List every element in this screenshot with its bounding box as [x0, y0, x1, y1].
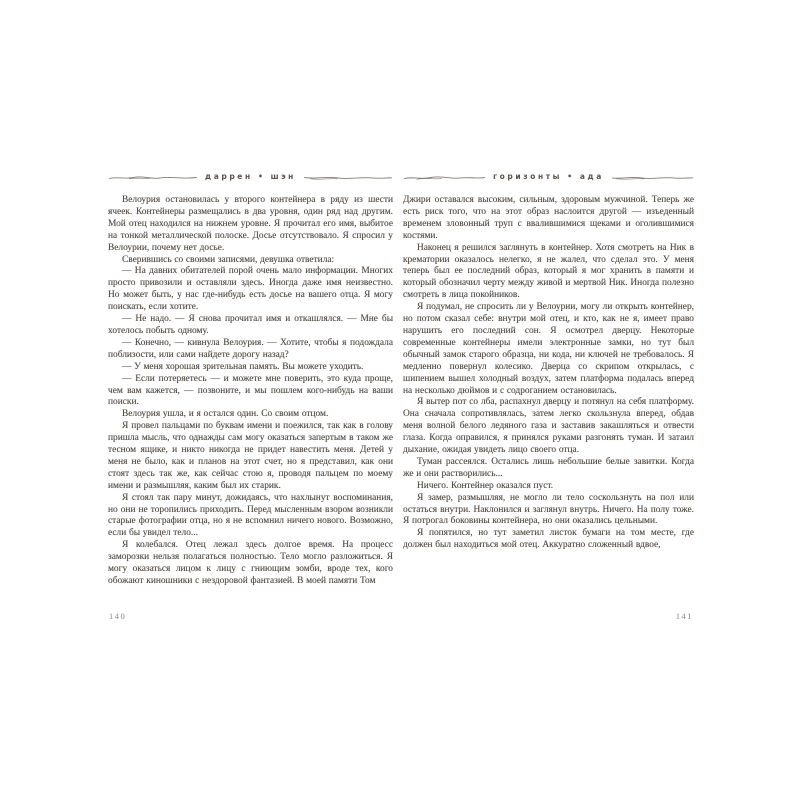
paragraph: Джири оставался высоким, сильным, здоровым мужчиной. Теперь же есть риск того, что на этот образ наслоится другой — изъеденный временем зловонный труп с ввалившимися щеками и оголившимися костями.	[403, 195, 694, 241]
page-number: 141	[675, 611, 693, 621]
flourish-squiggle-icon	[303, 173, 393, 182]
flourish-squiggle-icon	[108, 173, 198, 182]
page-body-right	[403, 195, 694, 552]
page-number: 140	[109, 611, 127, 621]
paragraph: — Если потеряетесь — и можете мне поверить, это куда проще, чем вам кажется, — позвоните, и мы пошлем кого-нибудь на ваши поиски.	[108, 373, 393, 408]
paragraph: Сверившись со своими записями, девушка ответила:	[122, 254, 335, 265]
flourish-squiggle-icon	[403, 173, 486, 182]
running-title: горизонты • ада	[493, 171, 604, 181]
page-left	[108, 170, 393, 621]
paragraph: Я колебался. Отец лежал здесь долгое время. На процесс заморозки нельзя полагаться полностью. Тело могло разложиться. Я могу оказаться лицом к лицу с гниющим зомби, вроде тех, кого обожают киношники с нездоровой фантазией. В моей памяти Том	[108, 540, 393, 586]
paragraph: Я вытер пот со лба, распахнул дверцу и потянул на себя платформу. Она сначала сопротивлялась, затем легко скользнула вперед, обдав меня волной белого ледяного газа и заставив закашляться и отвести глаза. Когда оправился, я принялся руками разгонять туман. И затаил дыхание, ожидая увидеть лицо своего отца.	[403, 397, 694, 456]
flourish-squiggle-icon	[611, 173, 694, 182]
paragraph: — Конечно, — кивнула Велоурия. — Хотите, чтобы я подождала поблизости, или сами найдете дорогу назад?	[108, 337, 393, 360]
paragraph: — Не надо. — Я снова прочитал имя и откашлялся. — Мне бы хотелось побыть одному.	[108, 314, 393, 336]
paragraph: Наконец я решился заглянуть в контейнер. Хотя смотреть на Ник в крематории оказалось нелегко, я не жалел, что сделал это. У меня теперь был ее последний образ, который я мог хранить в памяти и который обозначил черту между живой и мертвой Ник. Иногда полезно смотреть в лица покойников.	[403, 242, 694, 301]
paragraph: Я стоял так пару минут, дожидаясь, что нахлынут воспоминания, но они не торопились приходить. Перед мысленным взором возникли старые фотографии отца, но я не вспомнил ничего нового. Возможно, если бы увидел тело...	[108, 492, 393, 539]
paragraph: Велоурия ушла, и я остался один. Со своим отцом.	[122, 409, 329, 420]
paragraph: — У меня хорошая зрительная память. Вы можете уходить.	[122, 361, 364, 372]
running-head-right	[403, 170, 694, 184]
paragraph: Я попятился, но тут заметил листок бумаги на том месте, где должен был находиться мой отец. Аккуратно сложенный вдвое,	[403, 528, 694, 551]
paragraph: Я подумал, не спросить ли у Велоурии, могу ли открыть контейнер, но потом сказал себе: внутри мой отец, и кто, как не я, имеет право нарушить его последний сон. Я осмотрел дверцу. Некоторые современные контейнеры имели электронные замки, но тут был обычный замок старого образца, ни кода, ни ключей не требовалось. Я медленно повернул колесико. Дверца со скрипом открылась, с шипением вышел холодный воздух, затем платформа подалась вперед на несколько дюймов и с содроганием остановилась.	[403, 302, 694, 396]
paragraph: Я провел пальцами по буквам имени и поежился, так как в голову пришла мысль, что однажды сам могу оказаться запертым в таком же тесном ящике, и никто никогда не придет навестить меня. Детей у меня не было, как и планов на этот счет, но я представил, как они стоят здесь так же, как сейчас стою я, проводя пальцем по моему имени и размышляя, каким был их старик.	[108, 421, 393, 491]
paragraph: Туман рассеялся. Остались лишь небольшие белые завитки. Когда же и они растворились...	[403, 456, 694, 479]
paragraph: Я замер, размышляя, не могло ли тело соскользнуть на пол или остаться внутри. Наклонился и заглянул внутрь. Ничего. На полу тоже. Я потрогал боковины контейнера, но они оказались цельными.	[403, 492, 694, 527]
paragraph: Ничего. Контейнер оказался пуст.	[417, 480, 554, 491]
paragraph: — На давних обитателей порой очень мало информации. Многих просто привозили и оставляли здесь. Иногда даже имя неизвестно. Но может быть, у нас где-нибудь есть досье на вашего отца. Я могу поискать, если хотите.	[108, 266, 393, 313]
page-right	[403, 170, 694, 621]
page-body-left	[108, 195, 393, 588]
running-head-left	[108, 170, 393, 184]
running-title: даррен • шэн	[205, 171, 296, 181]
paragraph: Велоурия остановилась у второго контейнера в ряду из шести ячеек. Контейнеры размещались в два уровня, один ряд над другим. Мой отец находился на нижнем уровне. Я прочитал его имя, выбитое на тонкой металлической полоске. Досье отсутствовало. Я спросил у Велоурии, почему нет досье.	[108, 195, 393, 253]
